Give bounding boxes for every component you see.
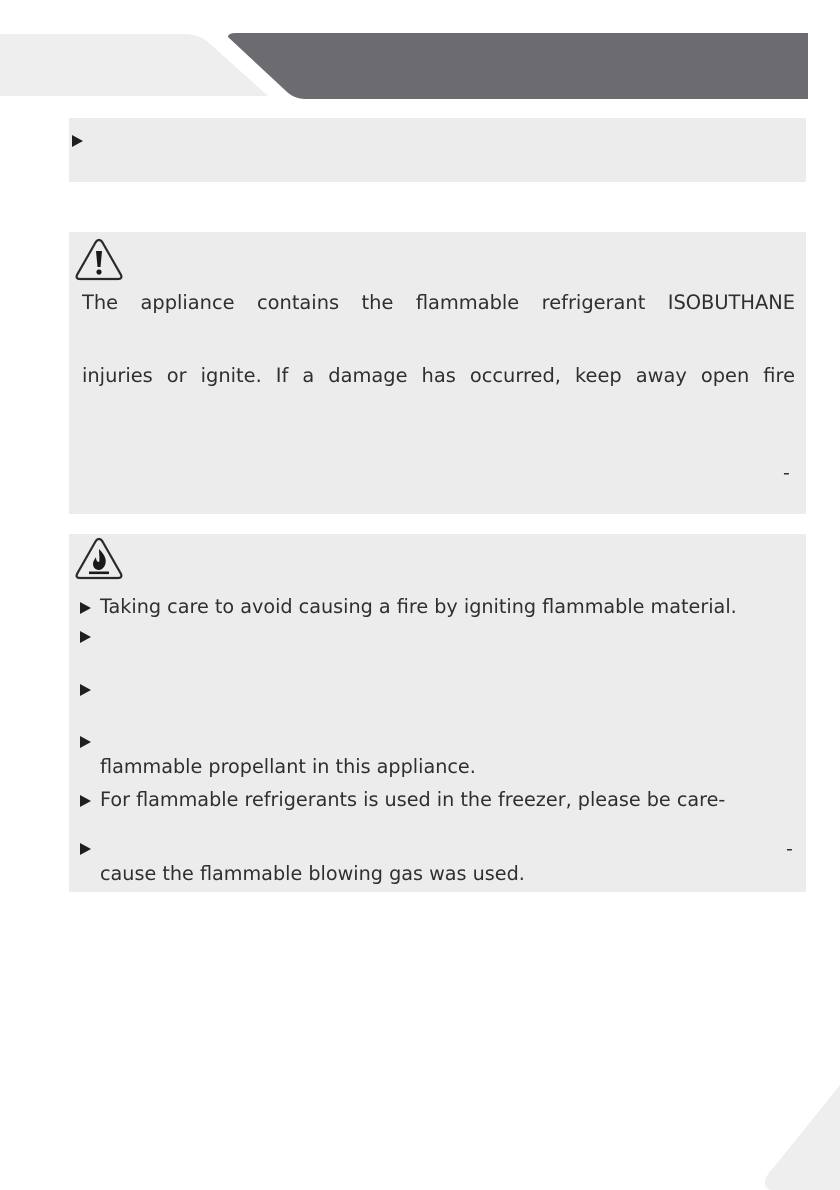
warning-triangle-icon bbox=[74, 237, 124, 283]
hyphen-mark: - bbox=[783, 462, 790, 484]
flammable-warning-icon bbox=[74, 536, 124, 582]
warning-text-line-2: injuries or ignite. If a damage has occurred, keep away open fire bbox=[82, 364, 795, 387]
hyphen-mark: - bbox=[786, 838, 793, 860]
bullet-arrow-icon bbox=[80, 736, 91, 748]
fire-bullet-4-continuation: flammable propellant in this appliance. bbox=[100, 755, 476, 778]
note-box bbox=[69, 118, 806, 182]
fire-bullet-6-continuation: cause the flammable blowing gas was used. bbox=[100, 862, 525, 885]
fire-bullet-5: For flammable refrigerants is used in the freezer, please be care- bbox=[100, 788, 726, 811]
bullet-arrow-icon bbox=[80, 684, 91, 696]
fire-bullet-1: Taking care to avoid causing a fire by igniting flammable material. bbox=[100, 595, 737, 618]
bullet-arrow-icon bbox=[80, 795, 91, 807]
bullet-arrow-icon bbox=[72, 135, 83, 147]
bullet-arrow-icon bbox=[80, 602, 91, 614]
header-tab-dark bbox=[228, 33, 808, 99]
warning-box bbox=[69, 232, 806, 514]
fire-safety-box bbox=[69, 534, 806, 892]
page-corner-tab bbox=[760, 1085, 840, 1190]
bullet-arrow-icon bbox=[80, 631, 91, 643]
warning-text-line-1: The appliance contains the flammable refrigerant ISOBUTHANE bbox=[82, 291, 795, 314]
bullet-arrow-icon bbox=[80, 843, 91, 855]
